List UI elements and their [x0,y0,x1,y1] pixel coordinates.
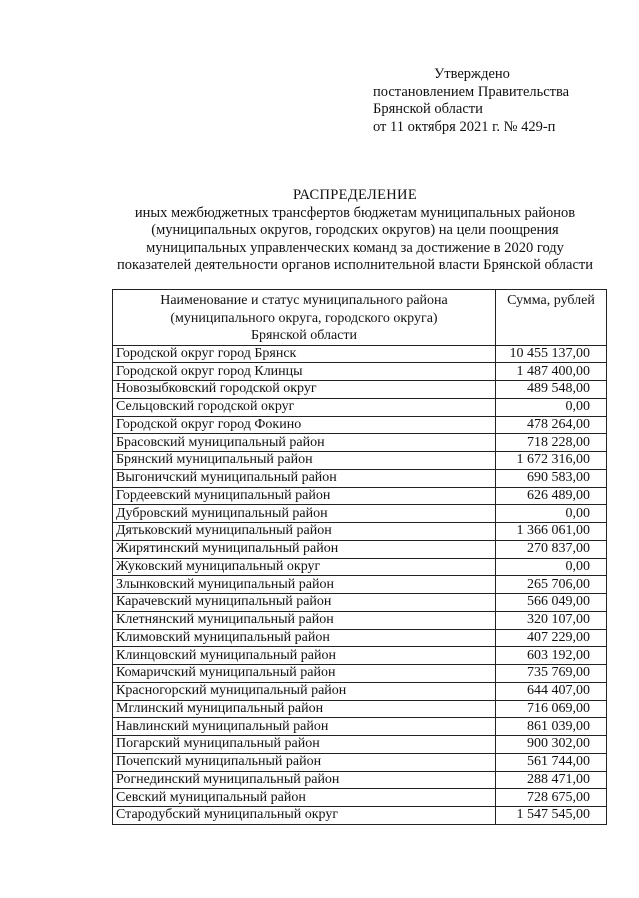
approval-line: от 11 октября 2021 г. № 429-п [373,118,556,135]
transfer-sum: 270 837,00 [496,540,607,558]
transfer-sum: 478 264,00 [496,416,607,434]
table-row [113,576,607,594]
table-row [113,789,607,807]
municipality-name: Стародубский муниципальный округ [113,807,496,825]
municipality-name: Климовский муниципальный район [113,629,496,647]
transfer-sum: 728 675,00 [496,789,607,807]
municipality-name: Клетнянский муниципальный район [113,611,496,629]
table-row [113,381,607,399]
table-row [113,647,607,665]
municipality-name: Городской округ город Клинцы [113,363,496,381]
municipality-name: Жуковский муниципальный округ [113,558,496,576]
table-row [113,682,607,700]
table-row [113,771,607,789]
document-subtitle-line: иных межбюджетных трансфертов бюджетам муниципальных районов [134,204,576,221]
municipality-name: Дятьковский муниципальный район [113,523,496,541]
table-body [113,345,607,824]
transfer-sum: 265 706,00 [496,576,607,594]
transfer-sum: 718 228,00 [496,434,607,452]
transfer-sum: 561 744,00 [496,753,607,771]
table-row [113,363,607,381]
table-header-row [113,290,607,346]
table-row [113,594,607,612]
distribution-table [112,289,607,825]
municipality-name: Брасовский муниципальный район [113,434,496,452]
table-row [113,665,607,683]
transfer-sum: 1 672 316,00 [496,452,607,470]
table-row [113,611,607,629]
approval-line: Утверждено [434,66,510,82]
municipality-name: Красногорский муниципальный район [113,682,496,700]
municipality-name: Карачевский муниципальный район [113,594,496,612]
document-subtitle-line: (муниципальных округов, городских округов) на цели поощрения [151,222,559,238]
table-row [113,469,607,487]
table-row [113,452,607,470]
municipality-name: Злынковский муниципальный район [113,576,496,594]
header-name-line: (муниципального округа, городского округа) [170,310,438,326]
municipality-name: Погарский муниципальный район [113,736,496,754]
municipality-name: Севский муниципальный район [113,789,496,807]
transfer-sum: 1 366 061,00 [496,523,607,541]
document-heading [0,187,639,275]
table-row [113,718,607,736]
transfer-sum: 603 192,00 [496,647,607,665]
municipality-name: Мглинский муниципальный район [113,700,496,718]
municipality-name: Гордеевский муниципальный район [113,487,496,505]
table-row [113,558,607,576]
municipality-name: Клинцовский муниципальный район [113,647,496,665]
table-row [113,523,607,541]
table-row [113,700,607,718]
table-row [113,487,607,505]
transfer-sum: 0,00 [496,558,607,576]
transfer-sum: 900 302,00 [496,736,607,754]
table-row [113,807,607,825]
transfer-sum: 10 455 137,00 [496,345,607,363]
table-row [113,540,607,558]
column-header-sum: Сумма, рублей [496,290,607,346]
table-row [113,736,607,754]
transfer-sum: 716 069,00 [496,700,607,718]
document-subtitle-line: муниципальных управленческих команд за достижение в 2020 году [146,239,564,256]
transfer-sum: 1 487 400,00 [496,363,607,381]
table-row [113,629,607,647]
table-row [113,753,607,771]
municipality-name: Рогнединский муниципальный район [113,771,496,789]
transfer-sum: 626 489,00 [496,487,607,505]
document-subtitle-line: показателей деятельности органов исполнительной власти Брянской области [116,257,593,273]
table-row [113,416,607,434]
approval-line: постановлением Правительства [373,83,570,100]
transfer-sum: 1 547 545,00 [496,807,607,825]
header-name-line: Брянской области [250,328,358,343]
column-header-name [113,290,496,346]
transfer-sum: 690 583,00 [496,469,607,487]
municipality-name: Новозыбковский городской округ [113,381,496,399]
table-row [113,505,607,523]
municipality-name: Брянский муниципальный район [113,452,496,470]
transfer-sum: 0,00 [496,398,607,416]
table-row [113,434,607,452]
transfer-sum: 566 049,00 [496,594,607,612]
municipality-name: Почепский муниципальный район [113,753,496,771]
municipality-name: Городской округ город Фокино [113,416,496,434]
municipality-name: Дубровский муниципальный район [113,505,496,523]
table-row [113,345,607,363]
approval-line: Брянской области [373,101,483,118]
transfer-sum: 320 107,00 [496,611,607,629]
transfer-sum: 0,00 [496,505,607,523]
transfer-sum: 407 229,00 [496,629,607,647]
municipality-name: Навлинский муниципальный район [113,718,496,736]
transfer-sum: 644 407,00 [496,682,607,700]
transfer-sum: 735 769,00 [496,665,607,683]
municipality-name: Выгоничский муниципальный район [113,469,496,487]
municipality-name: Сельцовский городской округ [113,398,496,416]
transfer-sum: 288 471,00 [496,771,607,789]
table-row [113,398,607,416]
header-name-line: Наименование и статус муниципального района [160,293,448,308]
municipality-name: Комаричский муниципальный район [113,665,496,683]
approval-stamp [373,66,569,136]
transfer-sum: 489 548,00 [496,381,607,399]
municipality-name: Жирятинский муниципальный район [113,540,496,558]
transfer-sum: 861 039,00 [496,718,607,736]
document-title: РАСПРЕДЕЛЕНИЕ [293,187,417,203]
municipality-name: Городской округ город Брянск [113,345,496,363]
